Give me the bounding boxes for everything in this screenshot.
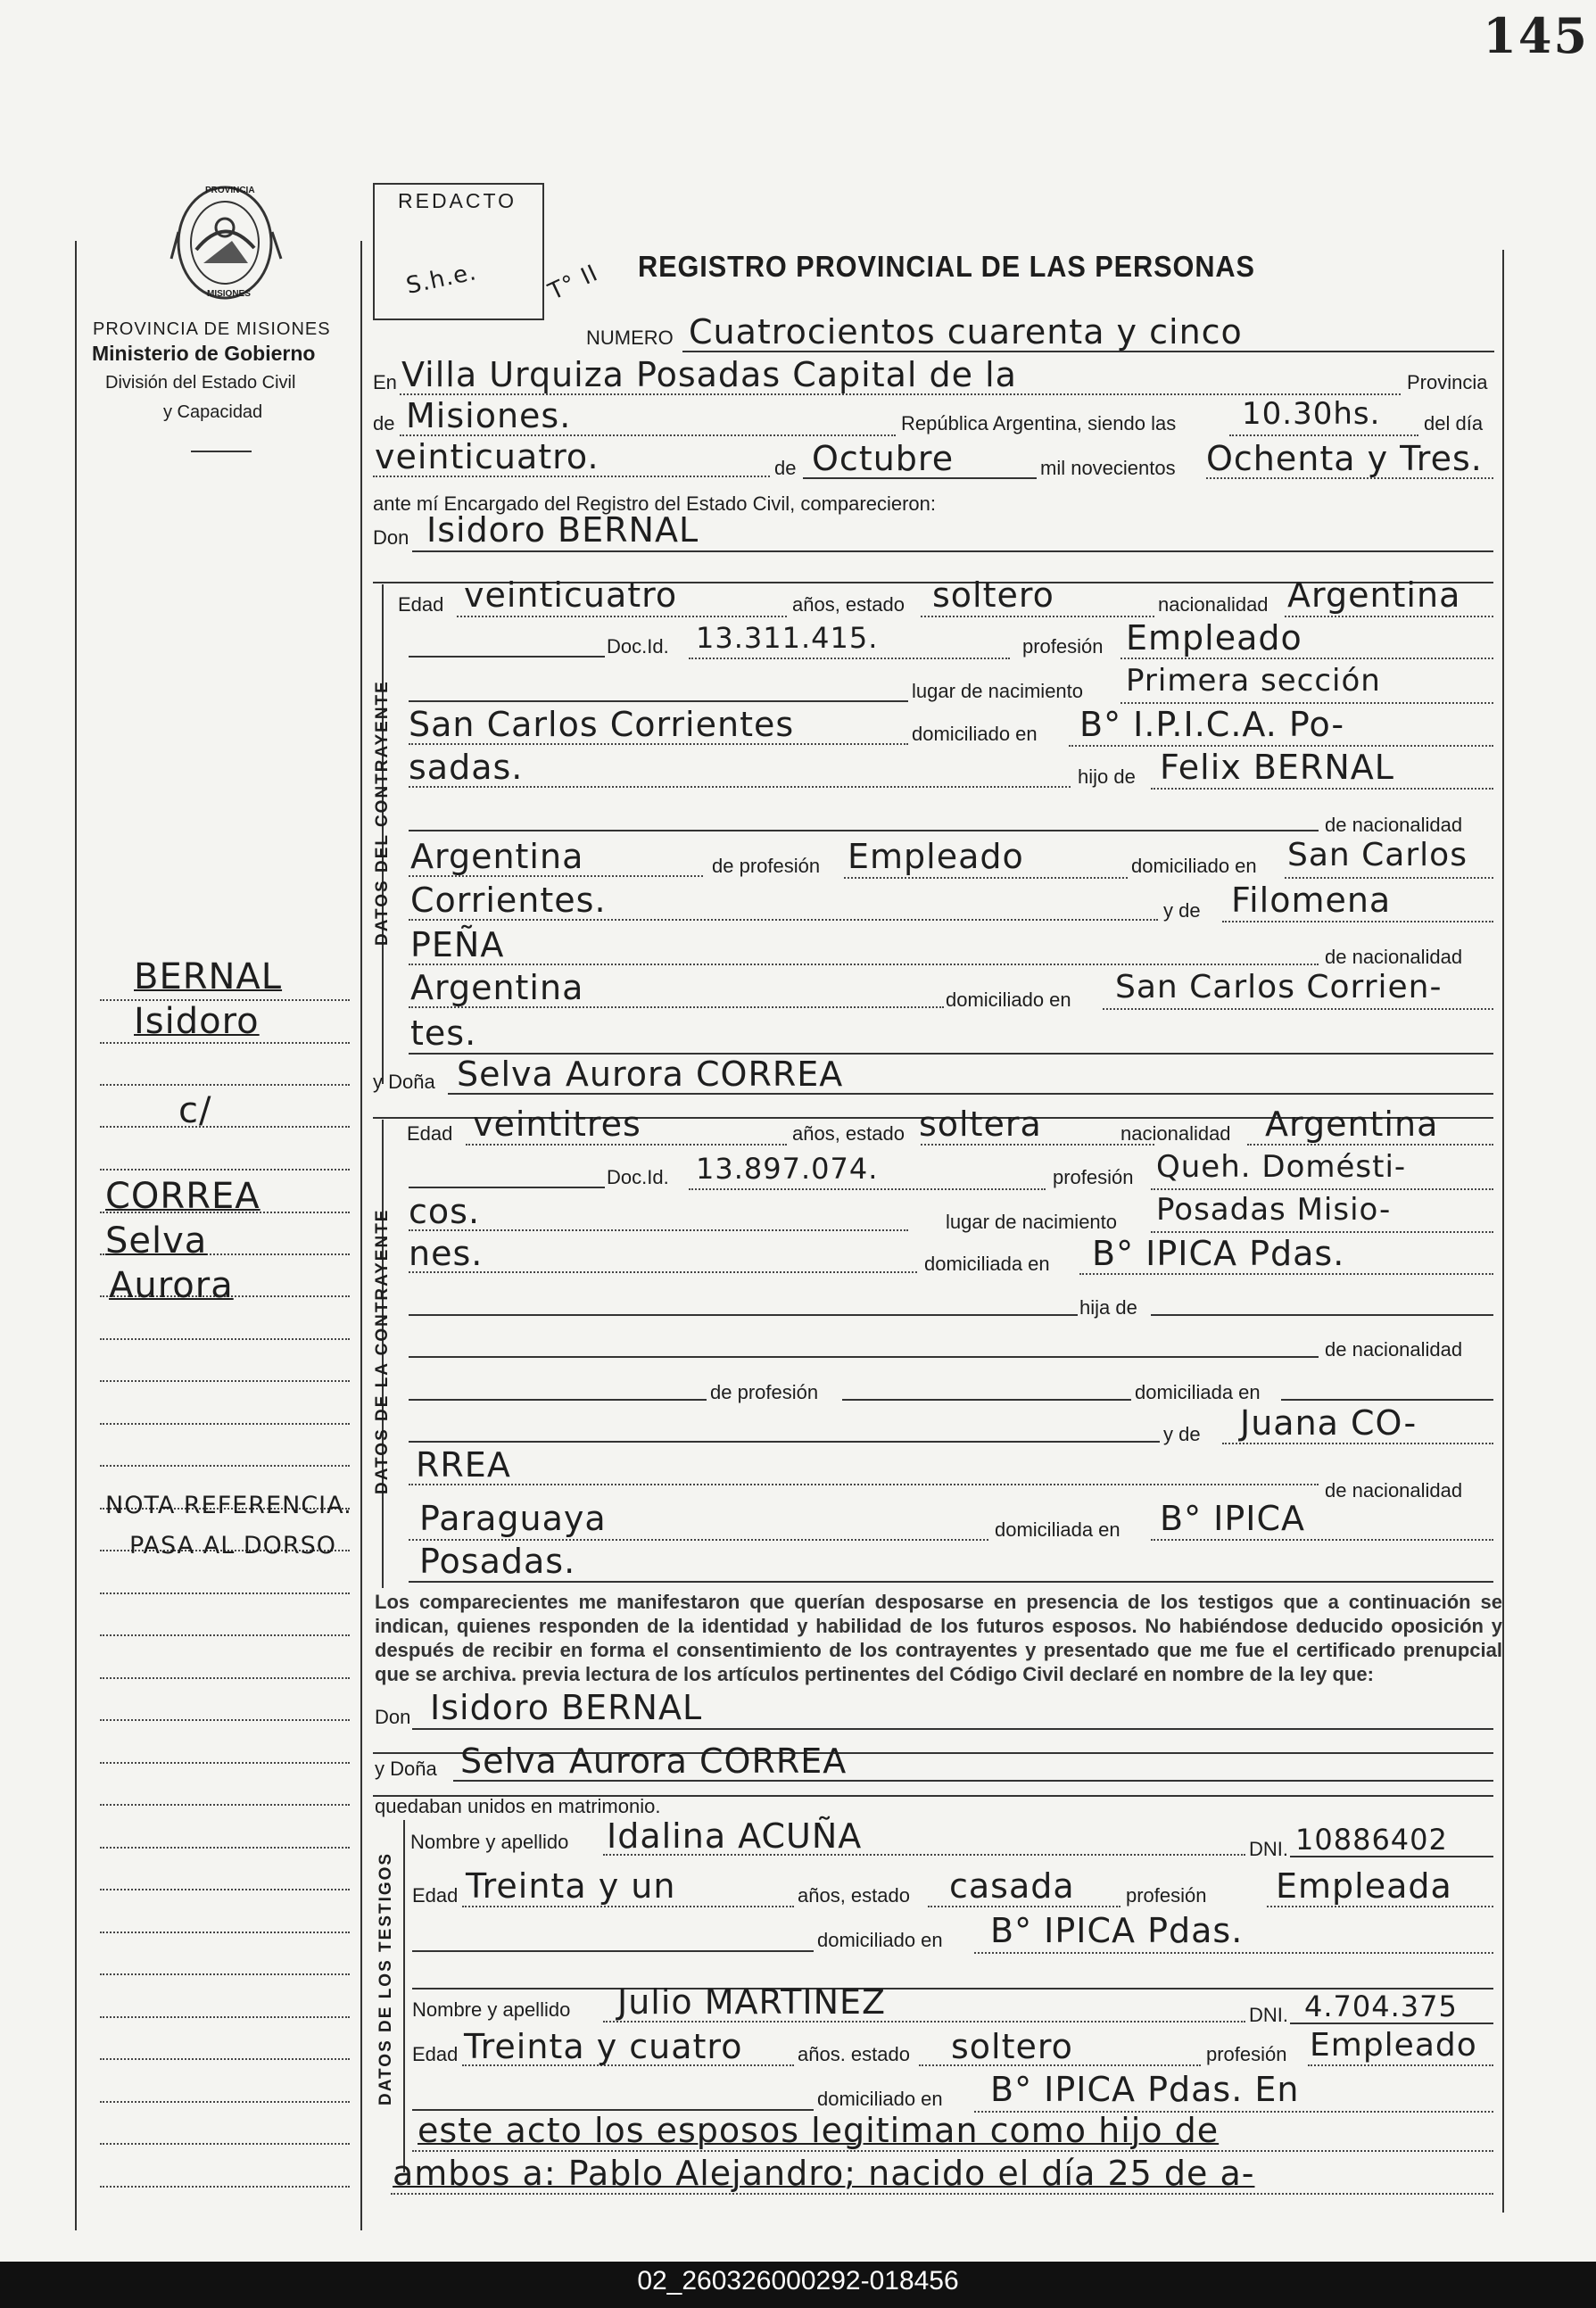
- label-c1-padre-nacionalidad: de nacionalidad: [1325, 814, 1463, 836]
- seal-bottom-text: MISIONES: [207, 289, 251, 299]
- footer-id: 02_260326000292-018456: [637, 2266, 959, 2296]
- redacto-title: REDACTO: [398, 189, 517, 212]
- value-c1-doc: 13.311.415.: [696, 621, 879, 655]
- label-c2-nac: nacionalidad: [1121, 1122, 1231, 1145]
- label-c1-hijo: hijo de: [1078, 765, 1136, 788]
- value-don: Isidoro BERNAL: [426, 510, 699, 550]
- label-de-mes: de: [774, 457, 797, 479]
- label-quedaban: quedaban unidos en matrimonio.: [375, 1795, 661, 1817]
- value-c2-madre-dom-2: Posadas.: [419, 1542, 576, 1581]
- value-numero: Cuatrocientos cuarenta y cinco: [689, 312, 1243, 352]
- tab-datos-contrayente: DATOS DEL CONTRAYENTE: [373, 680, 392, 946]
- value-c2-prof-2: cos.: [409, 1192, 481, 1231]
- label-c1-madre-dom: domiciliado en: [946, 989, 1071, 1011]
- value-t2-estado: soltero: [951, 2027, 1073, 2066]
- label-c1-lugar: lugar de nacimiento: [912, 680, 1084, 702]
- margin-con: c/: [178, 1090, 212, 1131]
- label-t2-prof: profesión: [1206, 2043, 1287, 2065]
- value-c1-lugar-2: San Carlos Corrientes: [409, 705, 795, 744]
- margin-nota-2: PASA AL DORSO: [129, 1532, 337, 1559]
- left-frame-line: [75, 241, 77, 2230]
- provincial-seal: [170, 178, 285, 308]
- label-c1-padre-prof: de profesión: [712, 855, 821, 877]
- value-c1-madre-dom-2: tes.: [410, 1013, 477, 1053]
- value-c1-estado: soltero: [932, 575, 1054, 615]
- label-c1-edad: Edad: [398, 593, 444, 616]
- value-c1-padre-dom-2: Corrientes.: [410, 881, 607, 920]
- label-c2-doc: Doc.Id.: [607, 1166, 669, 1188]
- label-t1-dom: domiciliado en: [817, 1929, 943, 1951]
- label-t2-nombre: Nombre y apellido: [412, 1998, 571, 2021]
- label-c2-padre-prof: de profesión: [710, 1381, 819, 1403]
- value-c2-madre-nac: Paraguaya: [419, 1499, 607, 1538]
- label-c1-dom: domiciliado en: [912, 723, 1038, 745]
- label-t1-estado: años, estado: [798, 1884, 910, 1907]
- label-republica: República Argentina, siendo las: [901, 412, 1177, 434]
- value-c2-madre-dom: B° IPICA: [1160, 1499, 1306, 1538]
- label-y-dona-2: y Doña: [375, 1758, 437, 1780]
- value-c2-lugar: Posadas Misio-: [1156, 1192, 1392, 1228]
- value-c1-madre-2: PEÑA: [410, 925, 505, 964]
- page-title: REGISTRO PROVINCIAL DE LAS PERSONAS: [638, 250, 1255, 283]
- value-don-2: Isidoro BERNAL: [430, 1688, 703, 1727]
- value-c1-hijo: Felix BERNAL: [1160, 748, 1394, 787]
- ministry-label: Ministerio de Gobierno: [92, 342, 316, 365]
- margin-name-3: Aurora: [109, 1265, 234, 1306]
- value-t1-dom: B° IPICA Pdas.: [990, 1911, 1244, 1950]
- label-y-dona: y Doña: [373, 1071, 435, 1093]
- value-c1-prof: Empleado: [1126, 618, 1302, 658]
- value-dona: Selva Aurora CORREA: [457, 1055, 844, 1094]
- redacto-note: S.h.e.: [403, 259, 480, 300]
- label-t1-dni: DNI.: [1249, 1838, 1288, 1860]
- label-don: Don: [373, 526, 409, 549]
- label-ante: ante mí Encargado del Registro del Estado Civil, comparecieron:: [373, 492, 936, 515]
- value-t2-dni: 4.704.375: [1304, 1990, 1458, 2023]
- margin-name-1: Isidoro: [134, 1001, 260, 1042]
- label-c1-madre: y de: [1163, 899, 1201, 922]
- value-t2-nombre: Julio MARTINEZ: [617, 1982, 887, 2022]
- note-line-1: este acto los esposos legitiman como hijo de: [418, 2111, 1220, 2150]
- value-c1-madre-nac: Argentina: [410, 968, 584, 1007]
- label-de: de: [373, 412, 395, 434]
- value-t1-nombre: Idalina ACUÑA: [607, 1816, 863, 1856]
- label-c2-lugar: lugar de nacimiento: [946, 1211, 1118, 1233]
- value-t1-prof: Empleada: [1276, 1866, 1452, 1906]
- divider: [191, 451, 252, 452]
- division-label: División del Estado Civil: [105, 373, 296, 393]
- division-label-2: y Capacidad: [163, 402, 263, 422]
- tab-datos-la-contrayente: DATOS DE LA CONTRAYENTE: [373, 1208, 392, 1494]
- value-provincia-de: Misiones.: [406, 396, 572, 435]
- label-mil: mil novecientos: [1040, 457, 1176, 479]
- label-t2-edad: Edad: [412, 2043, 459, 2065]
- value-c2-dom: B° IPICA Pdas.: [1092, 1234, 1345, 1273]
- label-c2-hija: hija de: [1079, 1296, 1137, 1319]
- value-c2-madre: Juana CO-: [1240, 1403, 1418, 1443]
- value-c1-padre-dom: San Carlos: [1287, 837, 1468, 873]
- value-t2-dom: B° IPICA Pdas. En: [990, 2070, 1300, 2109]
- label-en: En: [373, 371, 397, 393]
- note-line-2: ambos a: Pablo Alejandro; nacido el día 25 de a-: [393, 2154, 1255, 2193]
- label-c2-dom: domiciliada en: [924, 1253, 1050, 1275]
- margin-surname-1: BERNAL: [134, 956, 283, 997]
- value-c1-dom-2: sadas.: [409, 748, 524, 787]
- tomo-note: T° II: [544, 260, 603, 306]
- label-c2-madre-dom: domiciliada en: [995, 1518, 1121, 1541]
- value-c1-madre-dom: San Carlos Corrien-: [1115, 969, 1443, 1005]
- page-number: 145: [1483, 7, 1589, 64]
- label-t1-prof: profesión: [1126, 1884, 1207, 1907]
- province-label: PROVINCIA DE MISIONES: [93, 319, 331, 339]
- label-c1-nac: nacionalidad: [1158, 593, 1269, 616]
- label-don-2: Don: [375, 1706, 411, 1728]
- margin-nota-1: NOTA REFERENCIA.: [105, 1492, 352, 1519]
- seal-top-text: PROVINCIA: [205, 186, 255, 195]
- value-c2-estado: soltera: [919, 1104, 1042, 1144]
- label-c1-madre-nacionalidad: de nacionalidad: [1325, 946, 1463, 968]
- value-c2-nac: Argentina: [1265, 1104, 1439, 1144]
- label-numero: NUMERO: [586, 327, 674, 349]
- value-dona-2: Selva Aurora CORREA: [460, 1741, 848, 1781]
- value-t1-estado: casada: [949, 1866, 1075, 1906]
- label-c2-edad: Edad: [407, 1122, 453, 1145]
- label-c2-padre-nacionalidad: de nacionalidad: [1325, 1338, 1463, 1361]
- label-c1-doc: Doc.Id.: [607, 635, 669, 658]
- value-hora: 10.30hs.: [1242, 396, 1381, 432]
- value-t1-dni: 10886402: [1295, 1823, 1448, 1857]
- right-frame-line: [1502, 250, 1504, 2213]
- label-t2-dom: domiciliado en: [817, 2088, 943, 2110]
- tab-datos-testigos: DATOS DE LOS TESTIGOS: [376, 1851, 395, 2105]
- label-c2-madre-nacionalidad: de nacionalidad: [1325, 1479, 1463, 1501]
- label-t1-edad: Edad: [412, 1884, 459, 1907]
- value-c2-edad: veintitres: [473, 1104, 641, 1144]
- label-t1-nombre: Nombre y apellido: [410, 1831, 569, 1853]
- value-t2-prof: Empleado: [1310, 2027, 1477, 2064]
- value-c2-prof: Queh. Domésti-: [1156, 1149, 1407, 1185]
- value-c2-madre-2: RREA: [416, 1445, 511, 1485]
- value-c1-lugar: Primera sección: [1126, 663, 1381, 699]
- label-c1-padre-dom: domiciliado en: [1131, 855, 1257, 877]
- label-del-dia: del día: [1424, 412, 1484, 434]
- value-c1-nac: Argentina: [1287, 575, 1461, 615]
- value-dia: veinticuatro.: [375, 437, 600, 476]
- label-c2-padre-dom: domiciliada en: [1135, 1381, 1261, 1403]
- value-mes: Octubre: [812, 439, 955, 478]
- value-t1-edad: Treinta y un: [466, 1866, 676, 1906]
- value-c1-edad: veinticuatro: [464, 575, 678, 615]
- value-c1-padre-prof: Empleado: [848, 837, 1024, 876]
- label-t2-estado: años. estado: [798, 2043, 910, 2065]
- value-c1-madre: Filomena: [1231, 881, 1392, 920]
- value-t2-edad: Treinta y cuatro: [464, 2027, 743, 2066]
- margin-name-2: Selva: [105, 1220, 208, 1262]
- label-t2-dni: DNI.: [1249, 2004, 1288, 2026]
- value-c1-dom: B° I.P.I.C.A. Po-: [1079, 705, 1345, 744]
- value-en: Villa Urquiza Posadas Capital de la: [401, 355, 1017, 394]
- value-c2-doc: 13.897.074.: [696, 1152, 879, 1186]
- middle-frame-line: [360, 241, 362, 2230]
- label-c1-estado: años, estado: [792, 593, 905, 616]
- margin-surname-2: CORREA: [105, 1176, 260, 1217]
- label-c2-madre: y de: [1163, 1423, 1201, 1445]
- label-provincia: Provincia: [1407, 371, 1488, 393]
- value-c2-lugar-2: nes.: [409, 1234, 484, 1273]
- label-c1-prof: profesión: [1022, 635, 1104, 658]
- label-c2-prof: profesión: [1053, 1166, 1134, 1188]
- testigos-bracket: [403, 1820, 405, 2172]
- value-c1-padre-nac: Argentina: [410, 837, 584, 876]
- declaration-paragraph: Los comparecientes me manifestaron que querían desposarse en presencia de los testigos que a continuación se indican, quienes responden de la identidad y habilidad de los futuros esposos. No habiéndose deducido oposición y después de recibir en forma el consentimiento de los contrayentes y presentado que me fue el certificado prenupcial que se archiva. previa lectura de los artículos pertinentes del Código Civil declaré en nombre de la ley que:: [375, 1591, 1502, 1685]
- value-anio: Ochenta y Tres.: [1206, 439, 1483, 478]
- label-c2-estado: años, estado: [792, 1122, 905, 1145]
